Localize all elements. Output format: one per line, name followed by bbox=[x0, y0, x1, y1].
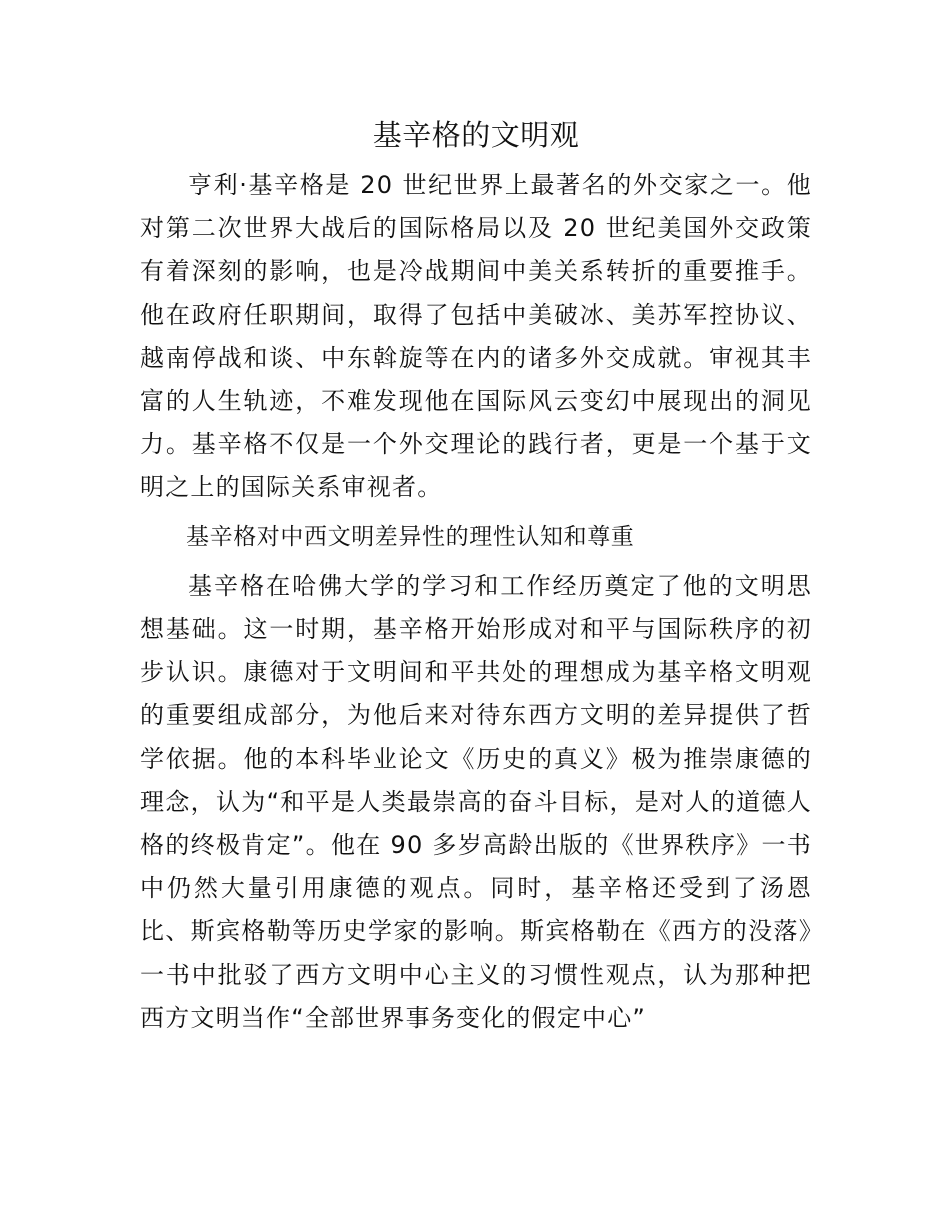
document-page bbox=[140, 110, 812, 1040]
intro-paragraph: 亨利·基辛格是 20 世纪世界上最著名的外交家之一。他对第二次世界大战后的国际格局以及 20 世纪美国外交政策有着深刻的影响，也是冷战期间中美关系转折的重要推手。他在政府任职期间，取得了包括中美破冰、美苏军控协议、越南停战和谈、中东斡旋等在内的诸多外交成就。审视其丰富的人生轨迹，不难发现他在国际风云变幻中展现出的洞见力。基辛格不仅是一个外交理论的践行者，更是一个基于文明之上的国际关系审视者。 bbox=[140, 171, 812, 502]
section-heading: 基辛格对中西文明差异性的理性认知和尊重 bbox=[186, 523, 635, 550]
document-title: 基辛格的文明观 bbox=[372, 118, 580, 152]
section-paragraph: 基辛格在哈佛大学的学习和工作经历奠定了他的文明思想基础。这一时期，基辛格开始形成对和平与国际秩序的初步认识。康德对于文明间和平共处的理想成为基辛格文明观的重要组成部分，为他后来对待东西方文明的差异提供了哲学依据。他的本科毕业论文《历史的真义》极为推崇康德的理念，认为“和平是人类最崇高的奋斗目标，是对人的道德人格的终极肯定”。他在 90 多岁高龄出版的《世界秩序》一书中仍然大量引用康德的观点。同时，基辛格还受到了汤恩比、斯宾格勒等历史学家的影响。斯宾格勒在《西方的没落》一书中批驳了西方文明中心主义的习惯性观点，认为那种把西方文明当作“全部世界事务变化的假定中心” bbox=[140, 571, 812, 1032]
